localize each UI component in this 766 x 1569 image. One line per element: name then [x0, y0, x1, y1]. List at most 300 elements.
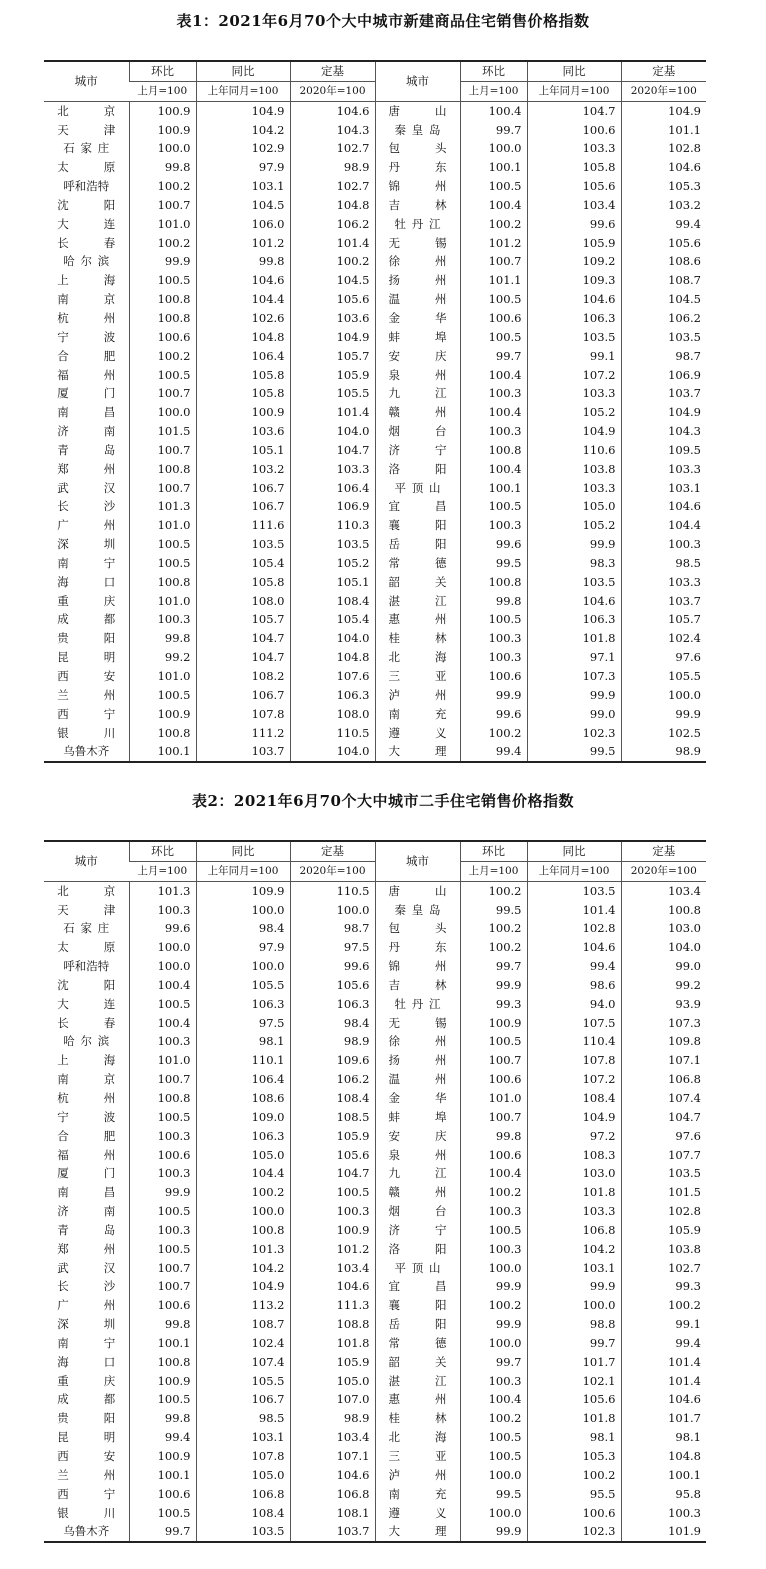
fixed-value-cell: 105.9 — [290, 366, 375, 385]
yoy-value-cell: 104.9 — [196, 101, 290, 120]
yoy-value-cell: 106.0 — [196, 215, 290, 234]
mom-value-cell: 100.5 — [129, 686, 196, 705]
yoy-value-cell: 102.4 — [196, 1334, 290, 1353]
city-name: 无锡 — [388, 235, 447, 250]
city-name: 安庆 — [388, 348, 447, 363]
yoy-value-cell: 105.8 — [196, 573, 290, 592]
yoy-value-cell: 105.6 — [527, 1390, 621, 1409]
yoy-value-cell: 104.8 — [196, 328, 290, 347]
fixed-value-cell: 101.4 — [290, 234, 375, 253]
fixed-value-cell: 102.8 — [621, 1202, 706, 1221]
city-name: 徐州 — [388, 254, 447, 269]
mom-value-cell: 99.5 — [460, 554, 527, 573]
fixed-value-cell: 103.4 — [290, 1428, 375, 1447]
mom-value-cell: 100.3 — [129, 1164, 196, 1183]
mom-value-cell: 100.5 — [129, 1202, 196, 1221]
city-name: 遵义 — [388, 1505, 447, 1520]
fixed-value-cell: 103.7 — [621, 592, 706, 611]
mom-value-cell: 99.9 — [460, 1315, 527, 1334]
city-name: 扬州 — [388, 273, 447, 288]
fixed-value-cell: 103.7 — [290, 1522, 375, 1542]
mom-value-cell: 100.3 — [460, 648, 527, 667]
fixed-value-cell: 98.7 — [290, 919, 375, 938]
yoy-value-cell: 98.1 — [527, 1428, 621, 1447]
table-row — [44, 121, 706, 140]
yoy-value-cell: 104.2 — [196, 1259, 290, 1278]
fixed-value-cell: 98.7 — [621, 347, 706, 366]
city-name-cell — [375, 1409, 460, 1428]
fixed-value-cell: 104.0 — [290, 629, 375, 648]
city-name: 长沙 — [57, 1279, 116, 1294]
city-name-cell — [375, 648, 460, 667]
fixed-value-cell: 98.9 — [290, 158, 375, 177]
city-name: 西安 — [57, 669, 116, 683]
city-name: 南京 — [57, 1072, 116, 1087]
city-name-cell — [375, 497, 460, 516]
mom-value-cell: 100.6 — [460, 1146, 527, 1165]
mom-value-cell: 100.6 — [129, 1296, 196, 1315]
mom-column-header: 环比 — [460, 61, 527, 81]
city-name: 烟台 — [388, 424, 447, 439]
city-name: 杭州 — [57, 310, 116, 325]
yoy-value-cell: 105.5 — [196, 976, 290, 995]
city-name: 北海 — [388, 1430, 447, 1445]
table-row — [44, 1390, 706, 1409]
city-name-cell — [44, 938, 129, 957]
mom-value-cell: 100.5 — [460, 1428, 527, 1447]
mom-value-cell: 100.7 — [129, 1070, 196, 1089]
city-name: 徐州 — [388, 1034, 447, 1049]
city-name-cell — [375, 101, 460, 120]
fixed-value-cell: 104.6 — [290, 101, 375, 120]
mom-value-cell: 100.0 — [129, 403, 196, 422]
city-name-cell — [375, 403, 460, 422]
mom-value-cell: 100.6 — [460, 1070, 527, 1089]
mom-value-cell: 100.5 — [129, 366, 196, 385]
city-name-cell — [375, 1221, 460, 1240]
yoy-value-cell: 103.1 — [196, 177, 290, 196]
table1-title: 表1：2021年6月70个大中城市新建商品住宅销售价格指数 — [176, 12, 590, 30]
city-name-cell — [44, 1014, 129, 1033]
mom-value-cell: 100.9 — [129, 705, 196, 724]
mom-value-cell: 99.5 — [460, 1485, 527, 1504]
city-name-cell — [44, 234, 129, 253]
city-name: 蚌埠 — [388, 1109, 447, 1124]
yoy-value-cell: 97.9 — [196, 158, 290, 177]
city-name: 牡丹江 — [394, 996, 441, 1011]
mom-value-cell: 100.0 — [129, 938, 196, 957]
city-name-cell — [44, 957, 129, 976]
fixed-value-cell: 102.7 — [621, 1259, 706, 1278]
mom-value-cell: 99.7 — [460, 1353, 527, 1372]
city-name: 重庆 — [57, 1373, 116, 1388]
table-row — [44, 1334, 706, 1353]
city-name: 银川 — [57, 725, 116, 740]
city-name-cell — [44, 1221, 129, 1240]
city-name-cell — [44, 610, 129, 629]
city-column-header: 城市 — [44, 61, 129, 101]
yoy-value-cell: 108.3 — [527, 1146, 621, 1165]
mom-value-cell: 101.5 — [129, 422, 196, 441]
mom-value-cell: 100.2 — [129, 177, 196, 196]
mom-value-cell: 100.4 — [460, 403, 527, 422]
mom-value-cell: 99.7 — [129, 1522, 196, 1542]
fixed-value-cell: 100.1 — [621, 1466, 706, 1485]
yoy-value-cell: 98.6 — [527, 976, 621, 995]
table-row — [44, 271, 706, 290]
yoy-value-cell: 106.4 — [196, 1070, 290, 1089]
fixed-value-cell: 103.8 — [621, 1240, 706, 1259]
city-name: 常德 — [388, 1335, 447, 1350]
city-name: 南充 — [388, 1486, 447, 1501]
yoy-value-cell: 105.6 — [527, 177, 621, 196]
yoy-value-cell: 97.9 — [196, 938, 290, 957]
city-name: 上海 — [57, 273, 116, 288]
city-name-cell — [375, 1202, 460, 1221]
yoy-value-cell: 102.9 — [196, 139, 290, 158]
yoy-value-cell: 104.6 — [196, 271, 290, 290]
mom-value-cell: 100.8 — [129, 309, 196, 328]
fixed-value-cell: 104.0 — [290, 422, 375, 441]
city-name-cell — [44, 995, 129, 1014]
city-name-cell — [44, 1202, 129, 1221]
yoy-value-cell: 106.3 — [196, 1127, 290, 1146]
city-name: 泉州 — [388, 1147, 447, 1162]
city-name-cell — [375, 158, 460, 177]
city-name: 石家庄 — [63, 921, 110, 936]
mom-value-cell: 99.9 — [460, 1277, 527, 1296]
yoy-column-header: 同比 — [196, 61, 290, 81]
yoy-value-cell: 110.1 — [196, 1051, 290, 1070]
fixed-value-cell: 105.3 — [621, 177, 706, 196]
city-name-cell — [44, 139, 129, 158]
mom-value-cell: 100.9 — [460, 1014, 527, 1033]
table-row — [44, 1127, 706, 1146]
city-name-cell — [44, 422, 129, 441]
city-name: 大理 — [388, 1524, 447, 1539]
mom-value-cell: 100.3 — [460, 1372, 527, 1391]
city-name-cell — [44, 121, 129, 140]
table-row — [44, 1070, 706, 1089]
yoy-value-cell: 105.9 — [527, 234, 621, 253]
fixed-value-cell: 108.4 — [290, 592, 375, 611]
mom-value-cell: 100.2 — [460, 1183, 527, 1202]
city-name-cell — [44, 686, 129, 705]
city-name-cell — [44, 592, 129, 611]
yoy-value-cell: 109.2 — [527, 252, 621, 271]
yoy-value-cell: 99.8 — [196, 252, 290, 271]
mom-value-cell: 100.2 — [460, 881, 527, 900]
mom-value-cell: 100.4 — [460, 101, 527, 120]
mom-value-cell: 99.2 — [129, 648, 196, 667]
fixed-value-cell: 106.2 — [621, 309, 706, 328]
city-name-cell — [375, 1296, 460, 1315]
city-name-cell — [375, 1466, 460, 1485]
city-name-cell — [44, 1296, 129, 1315]
yoy-value-cell: 106.3 — [527, 610, 621, 629]
table-row — [44, 1146, 706, 1165]
table-row — [44, 384, 706, 403]
fixed-value-cell: 104.6 — [621, 497, 706, 516]
mom-value-cell: 99.9 — [460, 686, 527, 705]
table-row — [44, 441, 706, 460]
yoy-value-cell: 103.5 — [527, 328, 621, 347]
yoy-value-cell: 98.4 — [196, 919, 290, 938]
yoy-value-cell: 102.3 — [527, 724, 621, 743]
mom-value-cell: 100.4 — [460, 366, 527, 385]
city-name-cell — [44, 742, 129, 762]
mom-value-cell: 99.8 — [129, 1315, 196, 1334]
city-name-cell — [375, 1108, 460, 1127]
yoy-value-cell: 101.4 — [527, 901, 621, 920]
fixed-column-header: 定基 — [290, 61, 375, 81]
fixed-value-cell: 99.4 — [621, 215, 706, 234]
mom-value-cell: 101.0 — [129, 516, 196, 535]
city-name: 沈阳 — [57, 977, 116, 992]
city-name: 唐山 — [388, 103, 447, 118]
yoy-value-cell: 101.2 — [196, 234, 290, 253]
city-name: 郑州 — [57, 461, 116, 476]
city-name-cell — [44, 976, 129, 995]
yoy-value-cell: 99.7 — [527, 1334, 621, 1353]
city-name: 贵阳 — [57, 631, 116, 646]
table-row — [44, 497, 706, 516]
city-name-cell — [44, 101, 129, 120]
city-name: 大理 — [388, 744, 447, 759]
yoy-value-cell: 100.0 — [527, 1296, 621, 1315]
fixed-value-cell: 102.8 — [621, 139, 706, 158]
city-name: 厦门 — [57, 1166, 116, 1181]
fixed-value-cell: 109.5 — [621, 441, 706, 460]
mom-value-cell: 100.9 — [129, 1447, 196, 1466]
fixed-value-cell: 102.7 — [290, 139, 375, 158]
city-name-cell — [375, 629, 460, 648]
mom-value-cell: 100.0 — [460, 139, 527, 158]
fixed-base-label: 2020年=100 — [290, 861, 375, 881]
city-name-cell — [375, 1146, 460, 1165]
city-name-cell — [375, 177, 460, 196]
yoy-value-cell: 104.9 — [196, 1277, 290, 1296]
table-row — [44, 215, 706, 234]
city-name: 乌鲁木齐 — [63, 744, 110, 759]
fixed-value-cell: 109.8 — [621, 1032, 706, 1051]
yoy-value-cell: 99.6 — [527, 215, 621, 234]
city-name: 呼和浩特 — [63, 179, 110, 194]
city-name-cell — [375, 1127, 460, 1146]
city-name: 宁波 — [57, 1109, 116, 1124]
city-name: 赣州 — [388, 1185, 447, 1200]
fixed-value-cell: 105.6 — [621, 234, 706, 253]
fixed-value-cell: 99.4 — [621, 1334, 706, 1353]
city-name: 湛江 — [388, 593, 447, 608]
city-name-cell — [375, 1183, 460, 1202]
mom-value-cell: 100.6 — [460, 667, 527, 686]
yoy-value-cell: 103.8 — [527, 460, 621, 479]
fixed-value-cell: 106.2 — [290, 1070, 375, 1089]
table-row — [44, 1202, 706, 1221]
yoy-value-cell: 109.0 — [196, 1108, 290, 1127]
city-name: 广州 — [57, 518, 116, 533]
table-row — [44, 705, 706, 724]
yoy-value-cell: 106.8 — [527, 1221, 621, 1240]
yoy-value-cell: 106.7 — [196, 686, 290, 705]
mom-base-label: 上月=100 — [460, 81, 527, 101]
city-name-cell — [375, 234, 460, 253]
city-name-cell — [375, 705, 460, 724]
city-name-cell — [375, 1334, 460, 1353]
city-name: 安庆 — [388, 1128, 447, 1143]
city-name: 韶关 — [388, 1354, 447, 1369]
city-name-cell — [375, 724, 460, 743]
fixed-value-cell: 105.5 — [621, 667, 706, 686]
city-name-cell — [44, 309, 129, 328]
yoy-value-cell: 102.6 — [196, 309, 290, 328]
city-name-cell — [375, 901, 460, 920]
fixed-value-cell: 102.7 — [290, 177, 375, 196]
fixed-value-cell: 103.7 — [621, 384, 706, 403]
city-name-cell — [44, 1146, 129, 1165]
table-row — [44, 1221, 706, 1240]
city-name: 遵义 — [388, 725, 447, 740]
fixed-value-cell: 110.5 — [290, 724, 375, 743]
mom-value-cell: 100.4 — [460, 460, 527, 479]
mom-value-cell: 101.3 — [129, 881, 196, 900]
mom-value-cell: 100.8 — [460, 441, 527, 460]
city-name-cell — [44, 1315, 129, 1334]
city-name-cell — [44, 629, 129, 648]
mom-value-cell: 99.6 — [460, 705, 527, 724]
table-row — [44, 101, 706, 120]
city-name-cell — [44, 384, 129, 403]
table-row — [44, 158, 706, 177]
fixed-value-cell: 101.8 — [290, 1334, 375, 1353]
city-name-cell — [375, 328, 460, 347]
table-row — [44, 177, 706, 196]
city-name: 济宁 — [388, 442, 447, 457]
mom-value-cell: 100.5 — [460, 497, 527, 516]
table-row — [44, 1428, 706, 1447]
city-name-cell — [375, 215, 460, 234]
table-row — [44, 1108, 706, 1127]
yoy-value-cell: 107.8 — [196, 1447, 290, 1466]
table-row — [44, 422, 706, 441]
yoy-base-label: 上年同月=100 — [527, 81, 621, 101]
city-name-cell — [44, 648, 129, 667]
city-name: 平顶山 — [394, 480, 441, 495]
mom-value-cell: 100.9 — [129, 121, 196, 140]
city-name: 锦州 — [388, 179, 447, 194]
fixed-value-cell: 104.0 — [290, 742, 375, 762]
city-name-cell — [44, 1485, 129, 1504]
yoy-value-cell: 108.7 — [196, 1315, 290, 1334]
mom-value-cell: 100.3 — [129, 1127, 196, 1146]
fixed-value-cell: 103.5 — [621, 1164, 706, 1183]
city-name-cell — [44, 497, 129, 516]
fixed-value-cell: 105.6 — [290, 290, 375, 309]
yoy-value-cell: 104.9 — [527, 422, 621, 441]
yoy-value-cell: 103.5 — [196, 1522, 290, 1542]
mom-value-cell: 100.3 — [460, 629, 527, 648]
city-name: 天津 — [57, 902, 116, 917]
city-name: 长春 — [57, 235, 116, 250]
city-name: 福州 — [57, 367, 116, 382]
city-name: 天津 — [57, 122, 116, 137]
city-name-cell — [375, 1372, 460, 1391]
fixed-value-cell: 104.3 — [290, 121, 375, 140]
city-name: 桂林 — [388, 631, 447, 646]
fixed-value-cell: 105.0 — [290, 1372, 375, 1391]
yoy-value-cell: 105.3 — [527, 1447, 621, 1466]
yoy-value-cell: 107.5 — [527, 1014, 621, 1033]
city-name: 泉州 — [388, 367, 447, 382]
table-row — [44, 667, 706, 686]
city-name: 洛阳 — [388, 461, 447, 476]
fixed-value-cell: 105.5 — [290, 384, 375, 403]
yoy-value-cell: 101.8 — [527, 1409, 621, 1428]
table-row — [44, 479, 706, 498]
yoy-value-cell: 106.7 — [196, 479, 290, 498]
mom-value-cell: 100.1 — [460, 158, 527, 177]
fixed-value-cell: 101.4 — [621, 1372, 706, 1391]
mom-value-cell: 100.8 — [129, 1353, 196, 1372]
yoy-value-cell: 109.3 — [527, 271, 621, 290]
city-name-cell — [44, 1372, 129, 1391]
fixed-value-cell: 104.6 — [290, 1277, 375, 1296]
yoy-value-cell: 108.4 — [196, 1504, 290, 1523]
fixed-value-cell: 101.4 — [290, 403, 375, 422]
yoy-value-cell: 102.1 — [527, 1372, 621, 1391]
fixed-value-cell: 108.1 — [290, 1504, 375, 1523]
fixed-value-cell: 95.8 — [621, 1485, 706, 1504]
city-name: 宁波 — [57, 329, 116, 344]
city-name-cell — [375, 121, 460, 140]
city-name-cell — [375, 271, 460, 290]
fixed-value-cell: 106.8 — [290, 1485, 375, 1504]
city-name: 厦门 — [57, 386, 116, 401]
city-name-cell — [375, 290, 460, 309]
city-name-cell — [375, 516, 460, 535]
fixed-value-cell: 104.9 — [621, 101, 706, 120]
yoy-value-cell: 103.6 — [196, 422, 290, 441]
city-name-cell — [44, 328, 129, 347]
city-name-cell — [44, 366, 129, 385]
fixed-value-cell: 108.8 — [290, 1315, 375, 1334]
city-name-cell — [44, 1504, 129, 1523]
city-name-cell — [375, 1014, 460, 1033]
mom-value-cell: 100.3 — [460, 1240, 527, 1259]
fixed-value-cell: 97.6 — [621, 648, 706, 667]
city-name: 南宁 — [57, 555, 116, 570]
mom-value-cell: 100.5 — [129, 1108, 196, 1127]
city-name: 哈尔滨 — [63, 1034, 110, 1049]
fixed-value-cell: 111.3 — [290, 1296, 375, 1315]
city-name-cell — [375, 252, 460, 271]
table-row — [44, 1485, 706, 1504]
city-name: 牡丹江 — [394, 216, 441, 231]
yoy-value-cell: 100.2 — [527, 1466, 621, 1485]
yoy-value-cell: 105.1 — [196, 441, 290, 460]
mom-value-cell: 100.0 — [129, 957, 196, 976]
city-name: 石家庄 — [63, 141, 110, 156]
city-name: 唐山 — [388, 883, 447, 898]
mom-value-cell: 100.7 — [129, 441, 196, 460]
table-row — [44, 592, 706, 611]
mom-value-cell: 100.8 — [460, 573, 527, 592]
city-name-cell — [375, 479, 460, 498]
mom-value-cell: 100.4 — [129, 976, 196, 995]
mom-value-cell: 100.3 — [460, 516, 527, 535]
city-name: 沈阳 — [57, 197, 116, 212]
